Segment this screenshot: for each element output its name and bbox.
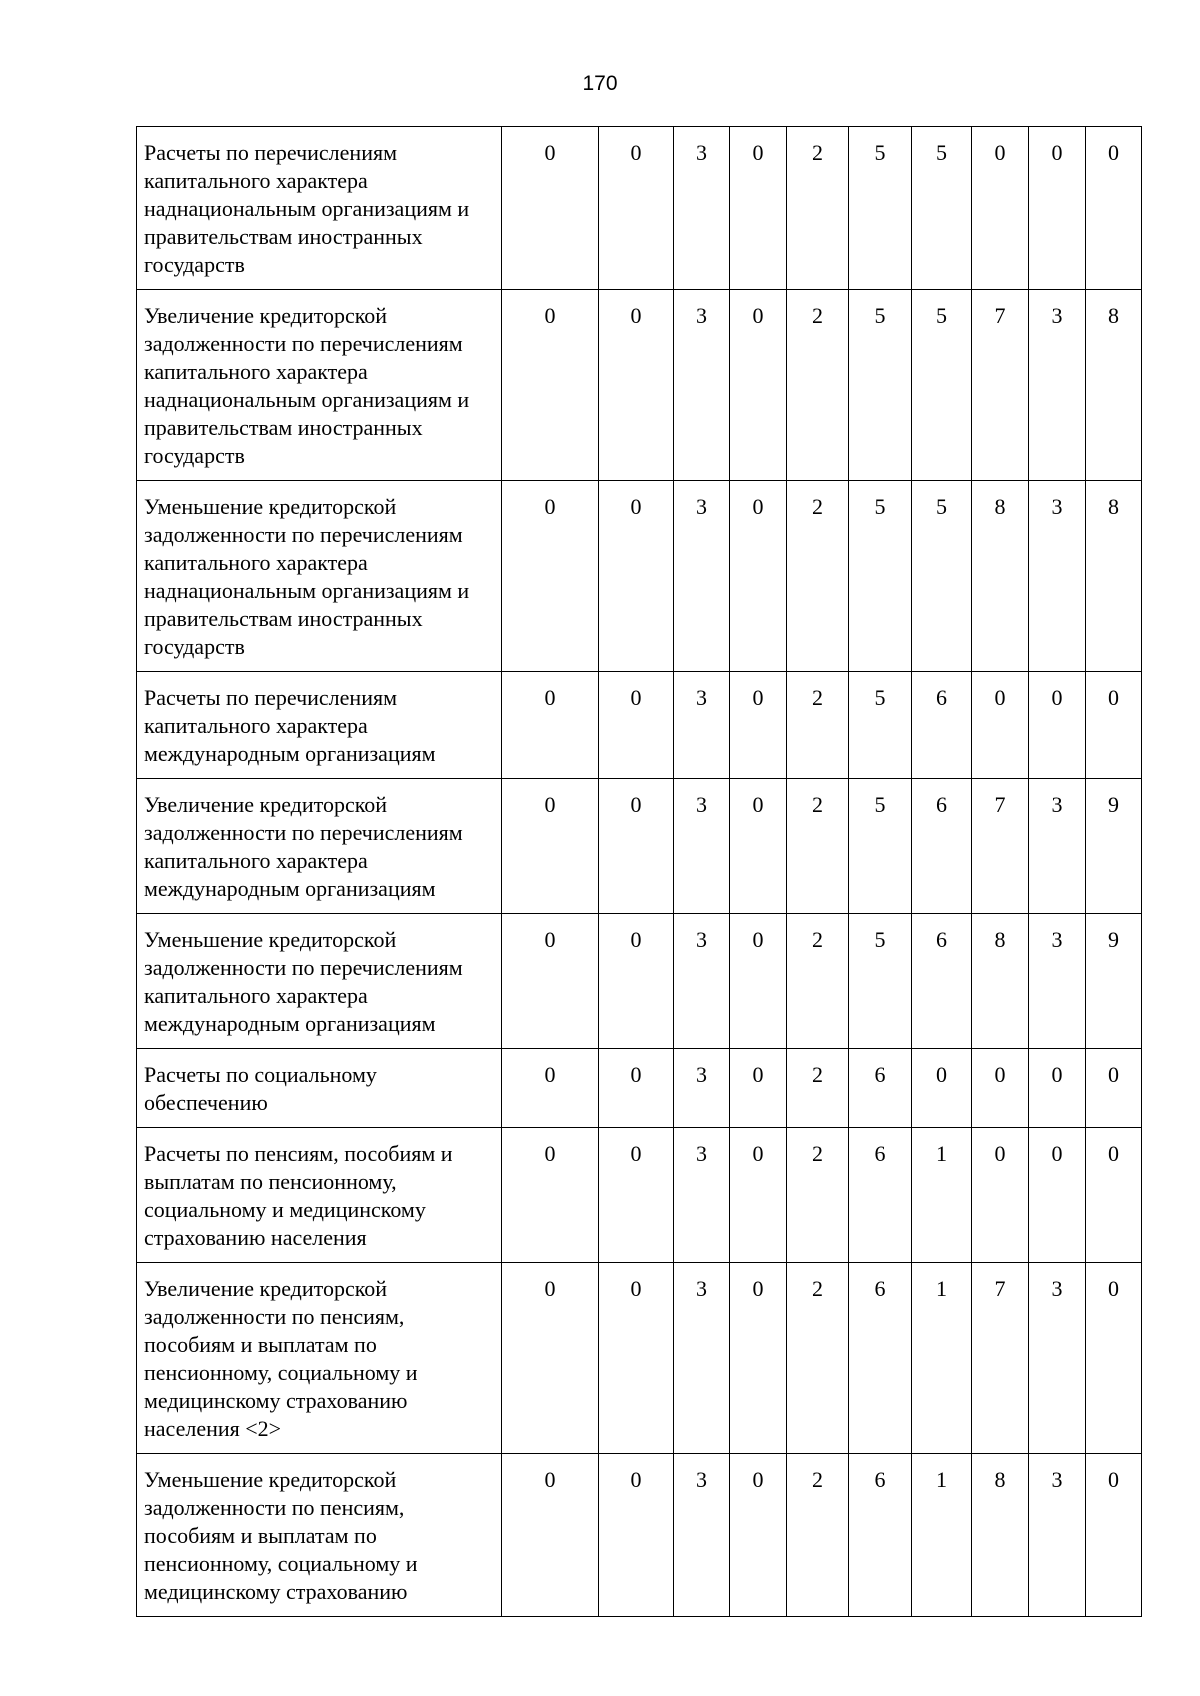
code-digit-cell: 0	[972, 1128, 1029, 1263]
code-digit-cell: 0	[599, 779, 674, 914]
code-digit-cell: 3	[674, 1263, 730, 1454]
code-digit-cell: 0	[1086, 1128, 1142, 1263]
code-digit-cell: 0	[599, 290, 674, 481]
code-digit-cell: 0	[730, 1263, 787, 1454]
code-digit-cell: 0	[599, 1263, 674, 1454]
code-digit-cell: 0	[972, 672, 1029, 779]
code-digit-cell: 0	[730, 1128, 787, 1263]
code-digit-cell: 3	[674, 481, 730, 672]
code-digit-cell: 2	[787, 672, 849, 779]
code-digit-cell: 6	[912, 914, 972, 1049]
code-digit-cell: 2	[787, 290, 849, 481]
code-digit-cell: 8	[1086, 290, 1142, 481]
code-digit-cell: 0	[730, 1454, 787, 1617]
code-digit-cell: 0	[599, 914, 674, 1049]
code-digit-cell: 0	[599, 1128, 674, 1263]
code-digit-cell: 0	[599, 672, 674, 779]
page-number: 170	[582, 72, 618, 95]
code-digit-cell: 2	[787, 1263, 849, 1454]
code-digit-cell: 7	[972, 290, 1029, 481]
code-digit-cell: 0	[730, 481, 787, 672]
code-digit-cell: 5	[912, 481, 972, 672]
code-digit-cell: 0	[1086, 127, 1142, 290]
code-digit-cell: 0	[502, 914, 599, 1049]
code-digit-cell: 9	[1086, 779, 1142, 914]
code-digit-cell: 6	[849, 1263, 912, 1454]
table-row	[137, 1454, 1142, 1617]
code-digit-cell: 5	[849, 672, 912, 779]
code-digit-cell: 0	[912, 1049, 972, 1128]
table-row	[137, 914, 1142, 1049]
code-digit-cell: 2	[787, 1128, 849, 1263]
row-label: Расчеты по перечислениям капитального характера наднациональным организациям и правительствам иностранных государств	[137, 127, 502, 290]
code-digit-cell: 3	[674, 290, 730, 481]
code-digit-cell: 6	[849, 1454, 912, 1617]
code-digit-cell: 0	[730, 914, 787, 1049]
code-digit-cell: 5	[849, 914, 912, 1049]
code-digit-cell: 3	[674, 672, 730, 779]
row-label: Увеличение кредиторской задолженности по перечислениям капитального характера международным организациям	[137, 779, 502, 914]
code-digit-cell: 0	[730, 290, 787, 481]
code-digit-cell: 1	[912, 1128, 972, 1263]
row-label: Расчеты по перечислениям капитального характера международным организациям	[137, 672, 502, 779]
code-digit-cell: 0	[1029, 127, 1086, 290]
code-digit-cell: 0	[599, 1049, 674, 1128]
code-digit-cell: 0	[502, 672, 599, 779]
row-label: Расчеты по пенсиям, пособиям и выплатам по пенсионному, социальному и медицинскому страхованию населения	[137, 1128, 502, 1263]
row-label: Уменьшение кредиторской задолженности по перечислениям капитального характера международным организациям	[137, 914, 502, 1049]
code-digit-cell: 7	[972, 1263, 1029, 1454]
code-digit-cell: 1	[912, 1263, 972, 1454]
code-digit-cell: 3	[1029, 1454, 1086, 1617]
code-digit-cell: 2	[787, 1049, 849, 1128]
code-digit-cell: 0	[1086, 1454, 1142, 1617]
code-digit-cell: 0	[502, 290, 599, 481]
code-digit-cell: 0	[1086, 672, 1142, 779]
row-label: Увеличение кредиторской задолженности по пенсиям, пособиям и выплатам по пенсионному, социальному и медицинскому страхованию населения <2>	[137, 1263, 502, 1454]
code-digit-cell: 0	[599, 127, 674, 290]
table-body	[137, 127, 1142, 1617]
code-digit-cell: 0	[502, 127, 599, 290]
code-digit-cell: 0	[730, 672, 787, 779]
code-digit-cell: 5	[849, 779, 912, 914]
code-digit-cell: 5	[849, 290, 912, 481]
row-label: Расчеты по социальному обеспечению	[137, 1049, 502, 1128]
table-row	[137, 127, 1142, 290]
code-digit-cell: 5	[912, 290, 972, 481]
table-row	[137, 672, 1142, 779]
table-row	[137, 779, 1142, 914]
row-label: Увеличение кредиторской задолженности по перечислениям капитального характера наднациональным организациям и правительствам иностранных государств	[137, 290, 502, 481]
code-digit-cell: 3	[1029, 1263, 1086, 1454]
code-digit-cell: 0	[502, 481, 599, 672]
code-digit-cell: 0	[1029, 672, 1086, 779]
code-digit-cell: 8	[972, 1454, 1029, 1617]
code-digit-cell: 8	[972, 481, 1029, 672]
code-digit-cell: 2	[787, 779, 849, 914]
code-digit-cell: 6	[912, 779, 972, 914]
code-digit-cell: 5	[912, 127, 972, 290]
row-label: Уменьшение кредиторской задолженности по перечислениям капитального характера наднациональным организациям и правительствам иностранных государств	[137, 481, 502, 672]
code-digit-cell: 5	[849, 127, 912, 290]
code-digit-cell: 0	[1086, 1263, 1142, 1454]
code-digit-cell: 0	[1029, 1128, 1086, 1263]
code-digit-cell: 3	[674, 1049, 730, 1128]
code-digit-cell: 5	[849, 481, 912, 672]
table-row	[137, 1049, 1142, 1128]
code-digit-cell: 0	[502, 779, 599, 914]
code-digit-cell: 3	[1029, 914, 1086, 1049]
code-digit-cell: 3	[674, 127, 730, 290]
code-digit-cell: 8	[1086, 481, 1142, 672]
code-digit-cell: 3	[1029, 779, 1086, 914]
code-digit-cell: 6	[912, 672, 972, 779]
code-digit-cell: 0	[502, 1263, 599, 1454]
code-digit-cell: 0	[599, 481, 674, 672]
code-digit-cell: 0	[599, 1454, 674, 1617]
table-row	[137, 1128, 1142, 1263]
code-digit-cell: 2	[787, 481, 849, 672]
code-digit-cell: 3	[1029, 481, 1086, 672]
table-row	[137, 290, 1142, 481]
accounts-table	[136, 126, 1142, 1617]
code-digit-cell: 6	[849, 1049, 912, 1128]
table-row	[137, 1263, 1142, 1454]
code-digit-cell: 0	[730, 779, 787, 914]
code-digit-cell: 0	[502, 1454, 599, 1617]
code-digit-cell: 0	[730, 127, 787, 290]
table-row	[137, 481, 1142, 672]
code-digit-cell: 6	[849, 1128, 912, 1263]
code-digit-cell: 3	[674, 914, 730, 1049]
code-digit-cell: 2	[787, 1454, 849, 1617]
code-digit-cell: 0	[502, 1049, 599, 1128]
code-digit-cell: 3	[674, 779, 730, 914]
code-digit-cell: 9	[1086, 914, 1142, 1049]
code-digit-cell: 1	[912, 1454, 972, 1617]
code-digit-cell: 0	[502, 1128, 599, 1263]
code-digit-cell: 0	[1086, 1049, 1142, 1128]
code-digit-cell: 0	[730, 1049, 787, 1128]
code-digit-cell: 2	[787, 127, 849, 290]
code-digit-cell: 0	[972, 1049, 1029, 1128]
code-digit-cell: 7	[972, 779, 1029, 914]
code-digit-cell: 0	[1029, 1049, 1086, 1128]
code-digit-cell: 2	[787, 914, 849, 1049]
code-digit-cell: 3	[674, 1454, 730, 1617]
code-digit-cell: 3	[1029, 290, 1086, 481]
row-label: Уменьшение кредиторской задолженности по пенсиям, пособиям и выплатам по пенсионному, социальному и медицинскому страхованию	[137, 1454, 502, 1617]
code-digit-cell: 8	[972, 914, 1029, 1049]
code-digit-cell: 3	[674, 1128, 730, 1263]
code-digit-cell: 0	[972, 127, 1029, 290]
